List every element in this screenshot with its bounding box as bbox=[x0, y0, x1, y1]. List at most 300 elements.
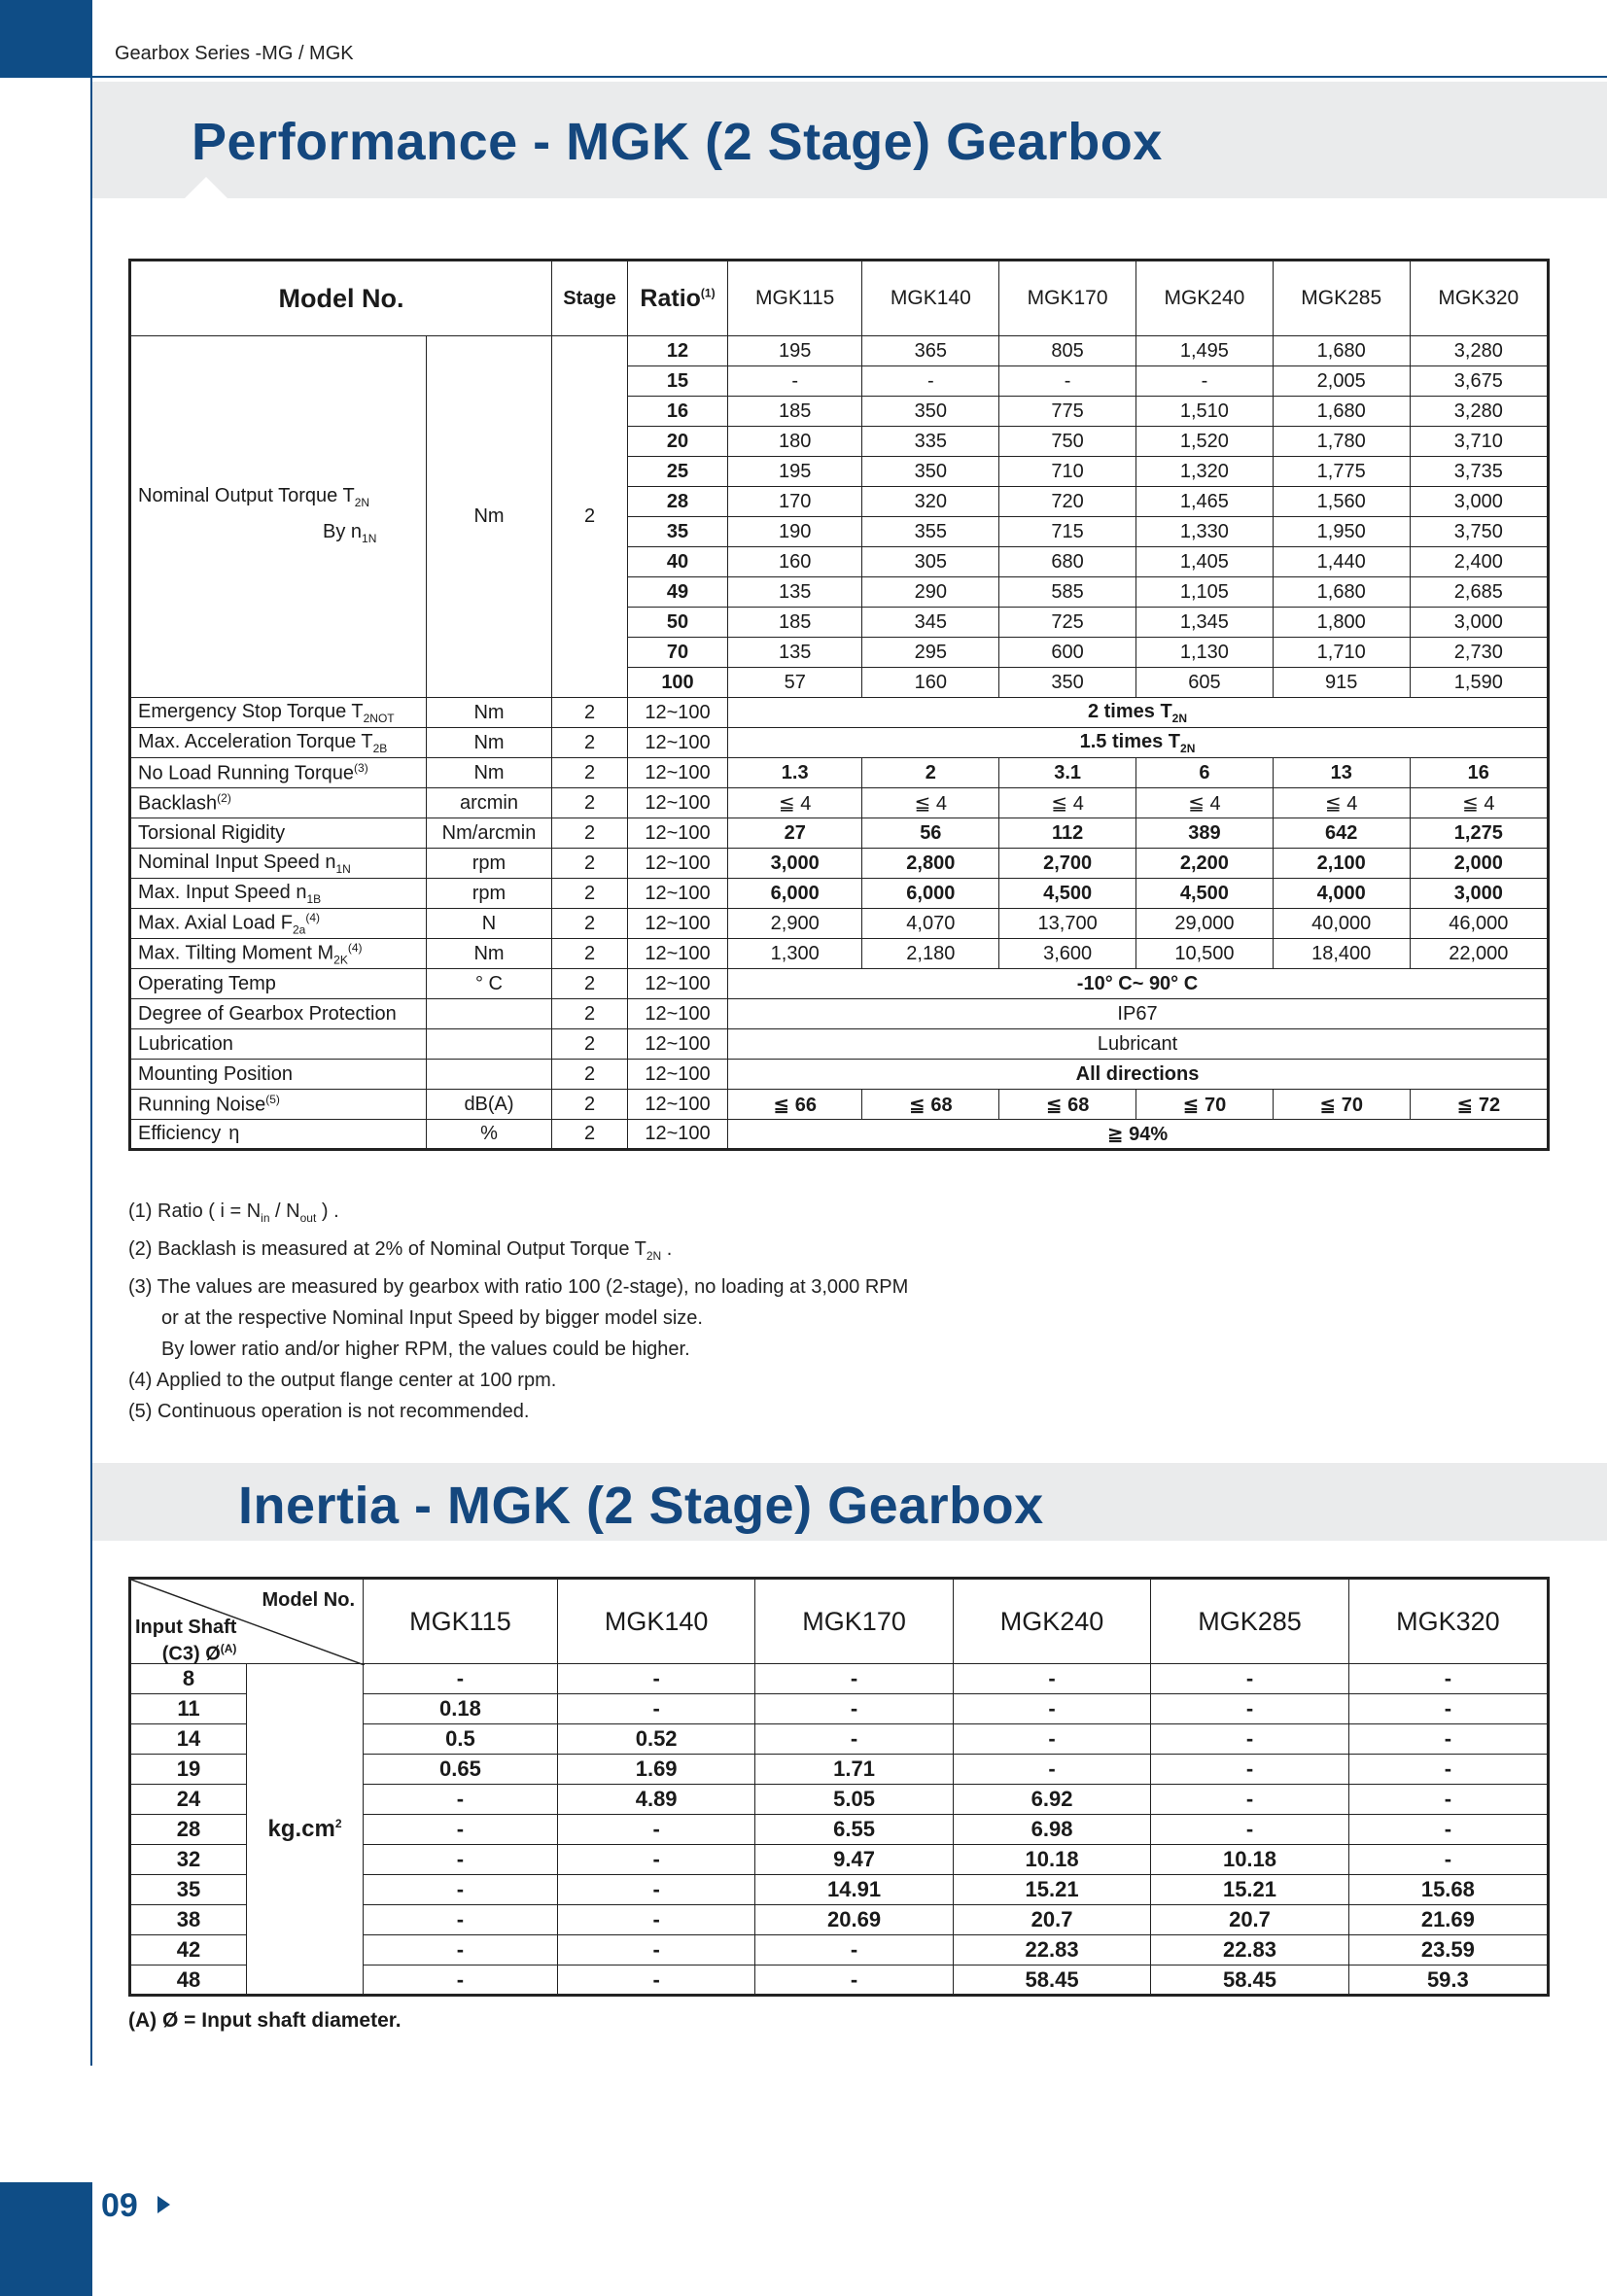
torque-value: 1,105 bbox=[1136, 577, 1274, 608]
inertia-value: 0.18 bbox=[364, 1694, 558, 1724]
tilting-value: 3,600 bbox=[999, 939, 1136, 969]
max_speed-stage: 2 bbox=[552, 879, 628, 909]
accel-value-text: 1.5 times T bbox=[1079, 730, 1181, 752]
noise-stage: 2 bbox=[552, 1090, 628, 1120]
torque-value: - bbox=[862, 366, 999, 397]
note-1 bbox=[128, 1196, 908, 1234]
noload-value: 6 bbox=[1136, 758, 1274, 788]
accel-stage: 2 bbox=[552, 728, 628, 758]
torque-value: 2,730 bbox=[1410, 638, 1548, 668]
protection-label-cell bbox=[130, 999, 427, 1029]
rigidity-label-cell bbox=[130, 818, 427, 849]
torque-value: 605 bbox=[1136, 668, 1274, 698]
input-shaft-label: Input Shaft bbox=[135, 1617, 237, 1638]
shaft-cell: 11 bbox=[130, 1694, 247, 1724]
temp-value bbox=[728, 969, 1549, 999]
note-2-end: . bbox=[661, 1238, 673, 1260]
side-line bbox=[90, 78, 92, 2066]
spec-row-noise bbox=[130, 1090, 1549, 1120]
inertia-value: 6.98 bbox=[953, 1815, 1150, 1845]
ratio-cell: 16 bbox=[628, 397, 728, 427]
spec-row-backlash bbox=[130, 788, 1549, 818]
torque-value: 1,520 bbox=[1136, 427, 1274, 457]
inertia-value: - bbox=[1348, 1755, 1548, 1785]
spec-row-estop bbox=[130, 698, 1549, 728]
nominal_speed-value: 2,100 bbox=[1273, 849, 1410, 879]
tilting-stage: 2 bbox=[552, 939, 628, 969]
inertia-corner-header bbox=[130, 1579, 364, 1664]
torque-value: - bbox=[1136, 366, 1274, 397]
mounting-value-text: All directions bbox=[1075, 1062, 1200, 1085]
backlash-value: ≦ 4 bbox=[728, 788, 862, 818]
torque-value: 720 bbox=[999, 487, 1136, 517]
temp-stage: 2 bbox=[552, 969, 628, 999]
torque-value: 1,800 bbox=[1273, 608, 1410, 638]
torque-value: 135 bbox=[728, 638, 862, 668]
inertia-value: - bbox=[364, 1845, 558, 1875]
torque-stage: 2 bbox=[552, 336, 628, 698]
torque-value: - bbox=[728, 366, 862, 397]
backlash-value: ≦ 4 bbox=[999, 788, 1136, 818]
nominal_speed-value: 2,200 bbox=[1136, 849, 1274, 879]
inertia-value: 10.18 bbox=[953, 1845, 1150, 1875]
axial-value: 46,000 bbox=[1410, 909, 1548, 939]
inertia-value: 59.3 bbox=[1348, 1966, 1548, 1996]
mounting-unit bbox=[427, 1060, 552, 1090]
inertia-value: - bbox=[755, 1935, 953, 1966]
inertia-value: 0.5 bbox=[364, 1724, 558, 1755]
ratio-cell: 12 bbox=[628, 336, 728, 366]
inertia-value: 20.7 bbox=[1151, 1905, 1348, 1935]
max_speed-value: 4,500 bbox=[1136, 879, 1274, 909]
lubrication-value bbox=[728, 1029, 1549, 1060]
torque-value: 805 bbox=[999, 336, 1136, 366]
backlash-value: ≦ 4 bbox=[1273, 788, 1410, 818]
torque-value: 1,320 bbox=[1136, 457, 1274, 487]
shaft-cell: 14 bbox=[130, 1724, 247, 1755]
rigidity-value: 112 bbox=[999, 818, 1136, 849]
accel-value-sub: 2N bbox=[1180, 741, 1196, 755]
noise-value: ≦ 70 bbox=[1136, 1090, 1274, 1120]
inertia-value: 22.83 bbox=[953, 1935, 1150, 1966]
performance-table bbox=[128, 259, 1550, 1151]
inertia-value: - bbox=[953, 1724, 1150, 1755]
estop-stage: 2 bbox=[552, 698, 628, 728]
axial-unit: N bbox=[427, 909, 552, 939]
inertia-value: - bbox=[953, 1664, 1150, 1694]
footer-block bbox=[0, 2182, 92, 2296]
noload-value: 2 bbox=[862, 758, 999, 788]
note-1-sub-out: out bbox=[299, 1211, 317, 1225]
torque-value: 1,680 bbox=[1273, 397, 1410, 427]
protection-ratio: 12~100 bbox=[628, 999, 728, 1029]
inertia-value: - bbox=[1151, 1815, 1348, 1845]
torque-value: 345 bbox=[862, 608, 999, 638]
noload-ratio: 12~100 bbox=[628, 758, 728, 788]
lubrication-label-cell bbox=[130, 1029, 427, 1060]
estop-value-sub: 2N bbox=[1171, 711, 1188, 725]
inertia-unit-cell bbox=[247, 1664, 364, 1996]
max_speed-label-cell bbox=[130, 879, 427, 909]
ratio-cell: 50 bbox=[628, 608, 728, 638]
torque-value: 1,680 bbox=[1273, 336, 1410, 366]
shaft-cell: 28 bbox=[130, 1815, 247, 1845]
torque-value: 350 bbox=[862, 457, 999, 487]
estop-label-sub: 2NOT bbox=[363, 711, 395, 725]
torque-value: 3,000 bbox=[1410, 487, 1548, 517]
note-1-text: (1) Ratio ( i = N bbox=[128, 1200, 262, 1222]
inertia-value: - bbox=[1348, 1664, 1548, 1694]
efficiency-label-cell bbox=[130, 1120, 427, 1150]
shaft-cell: 19 bbox=[130, 1755, 247, 1785]
ratio-header bbox=[628, 261, 728, 336]
corner-block bbox=[0, 0, 92, 78]
protection-unit bbox=[427, 999, 552, 1029]
inertia-value: - bbox=[755, 1664, 953, 1694]
eta-symbol: η bbox=[228, 1123, 240, 1144]
temp-ratio: 12~100 bbox=[628, 969, 728, 999]
torque-value: 1,130 bbox=[1136, 638, 1274, 668]
inertia-input-label bbox=[135, 1617, 236, 1665]
tilting-unit: Nm bbox=[427, 939, 552, 969]
max_speed-label: Max. Input Speed n bbox=[138, 881, 307, 903]
noise-value: ≦ 70 bbox=[1273, 1090, 1410, 1120]
inertia-value: 4.89 bbox=[557, 1785, 754, 1815]
inertia-model-label: Model No. bbox=[262, 1589, 355, 1611]
ratio-cell: 15 bbox=[628, 366, 728, 397]
rigidity-value: 56 bbox=[862, 818, 999, 849]
shaft-cell: 38 bbox=[130, 1905, 247, 1935]
inertia-value: 0.65 bbox=[364, 1755, 558, 1785]
tilting-label-sub: 2K bbox=[333, 953, 348, 967]
nominal_speed-value: 2,000 bbox=[1410, 849, 1548, 879]
ratio-cell: 40 bbox=[628, 547, 728, 577]
torque-value: 680 bbox=[999, 547, 1136, 577]
axial-label-sup: (4) bbox=[305, 910, 320, 924]
shaft-cell: 48 bbox=[130, 1966, 247, 1996]
torque-value: 585 bbox=[999, 577, 1136, 608]
model-no-header: Model No. bbox=[130, 261, 552, 336]
inertia-value: 1.69 bbox=[557, 1755, 754, 1785]
torque-value: 1,330 bbox=[1136, 517, 1274, 547]
inertia-value: 1.71 bbox=[755, 1755, 953, 1785]
tilting-value: 2,180 bbox=[862, 939, 999, 969]
torque-value: 3,735 bbox=[1410, 457, 1548, 487]
noload-label: No Load Running Torque bbox=[138, 762, 355, 784]
inertia-value: - bbox=[557, 1694, 754, 1724]
axial-value: 40,000 bbox=[1273, 909, 1410, 939]
efficiency-unit: % bbox=[427, 1120, 552, 1150]
torque-value: 295 bbox=[862, 638, 999, 668]
axial-label: Max. Axial Load F bbox=[138, 912, 293, 934]
torque-value: 305 bbox=[862, 547, 999, 577]
protection-value bbox=[728, 999, 1549, 1029]
max_speed-value: 6,000 bbox=[728, 879, 862, 909]
inertia-value: - bbox=[953, 1694, 1150, 1724]
noise-value: ≦ 72 bbox=[1410, 1090, 1548, 1120]
ratio-cell: 25 bbox=[628, 457, 728, 487]
model-header: MGK115 bbox=[728, 261, 862, 336]
inertia-model-header: MGK240 bbox=[953, 1579, 1150, 1664]
tilting-label: Max. Tilting Moment M bbox=[138, 942, 334, 964]
inertia-model-header: MGK115 bbox=[364, 1579, 558, 1664]
title-band-notch bbox=[185, 177, 227, 198]
tilting-value: 10,500 bbox=[1136, 939, 1274, 969]
inertia-value: 20.7 bbox=[953, 1905, 1150, 1935]
efficiency-stage: 2 bbox=[552, 1120, 628, 1150]
inertia-value: - bbox=[1348, 1694, 1548, 1724]
inertia-value: 15.68 bbox=[1348, 1875, 1548, 1905]
noise-label-sup: (5) bbox=[265, 1092, 280, 1106]
noload-unit: Nm bbox=[427, 758, 552, 788]
inertia-value: - bbox=[1348, 1724, 1548, 1755]
ratio-cell: 20 bbox=[628, 427, 728, 457]
estop-value bbox=[728, 698, 1549, 728]
rigidity-ratio: 12~100 bbox=[628, 818, 728, 849]
lubrication-label: Lubrication bbox=[138, 1032, 233, 1055]
estop-label-cell bbox=[130, 698, 427, 728]
c3-label: (C3) Ø bbox=[161, 1643, 221, 1665]
torque-by-sub: 1N bbox=[362, 531, 377, 545]
axial-ratio: 12~100 bbox=[628, 909, 728, 939]
axial-value: 13,700 bbox=[999, 909, 1136, 939]
rigidity-value: 1,275 bbox=[1410, 818, 1548, 849]
max_speed-value: 6,000 bbox=[862, 879, 999, 909]
torque-value: 1,440 bbox=[1273, 547, 1410, 577]
mounting-stage: 2 bbox=[552, 1060, 628, 1090]
nominal_speed-label: Nominal Input Speed n bbox=[138, 851, 336, 873]
inertia-value: - bbox=[364, 1815, 558, 1845]
ratio-header-sup: (1) bbox=[700, 286, 716, 300]
backlash-label-cell bbox=[130, 788, 427, 818]
shaft-cell: 24 bbox=[130, 1785, 247, 1815]
tilting-value: 22,000 bbox=[1410, 939, 1548, 969]
noise-value: ≦ 68 bbox=[862, 1090, 999, 1120]
torque-value: 1,495 bbox=[1136, 336, 1274, 366]
spec-row-max_speed bbox=[130, 879, 1549, 909]
ratio-cell: 35 bbox=[628, 517, 728, 547]
protection-label: Degree of Gearbox Protection bbox=[138, 1002, 397, 1025]
nominal_speed-value: 2,700 bbox=[999, 849, 1136, 879]
protection-value-text: IP67 bbox=[1117, 1002, 1158, 1025]
series-header: Gearbox Series -MG / MGK bbox=[115, 43, 354, 64]
torque-value: 1,775 bbox=[1273, 457, 1410, 487]
estop-label: Emergency Stop Torque T bbox=[138, 700, 364, 722]
max_speed-value: 4,000 bbox=[1273, 879, 1410, 909]
inertia-title: Inertia - MGK (2 Stage) Gearbox bbox=[238, 1477, 1044, 1535]
rigidity-value: 642 bbox=[1273, 818, 1410, 849]
nominal_speed-value: 3,000 bbox=[728, 849, 862, 879]
inertia-value: - bbox=[364, 1905, 558, 1935]
noload-label-sup: (3) bbox=[354, 760, 368, 775]
protection-stage: 2 bbox=[552, 999, 628, 1029]
inertia-value: 15.21 bbox=[953, 1875, 1150, 1905]
max_speed-label-sub: 1B bbox=[306, 891, 322, 906]
inertia-row bbox=[130, 1664, 1549, 1694]
inertia-value: - bbox=[1348, 1785, 1548, 1815]
lubrication-stage: 2 bbox=[552, 1029, 628, 1060]
inertia-value: 0.52 bbox=[557, 1724, 754, 1755]
inertia-value: - bbox=[1348, 1845, 1548, 1875]
torque-value: 355 bbox=[862, 517, 999, 547]
tilting-label-cell bbox=[130, 939, 427, 969]
noise-label-cell bbox=[130, 1090, 427, 1120]
note-3c: By lower ratio and/or higher RPM, the values could be higher. bbox=[161, 1339, 690, 1360]
rigidity-label: Torsional Rigidity bbox=[138, 821, 286, 844]
mounting-label: Mounting Position bbox=[138, 1062, 293, 1085]
torque-value: 3,280 bbox=[1410, 336, 1548, 366]
backlash-stage: 2 bbox=[552, 788, 628, 818]
inertia-value: 22.83 bbox=[1151, 1935, 1348, 1966]
inertia-footnote: (A) Ø = Input shaft diameter. bbox=[128, 2009, 402, 2032]
accel-label: Max. Acceleration Torque T bbox=[138, 730, 373, 752]
torque-label-text: Nominal Output Torque T bbox=[138, 484, 355, 506]
efficiency-label: Efficiency bbox=[138, 1123, 222, 1144]
spec-row-accel bbox=[130, 728, 1549, 758]
inertia-value: - bbox=[1151, 1694, 1348, 1724]
estop-value-text: 2 times T bbox=[1087, 700, 1172, 722]
inertia-model-header: MGK170 bbox=[755, 1579, 953, 1664]
inertia-value: - bbox=[364, 1875, 558, 1905]
axial-stage: 2 bbox=[552, 909, 628, 939]
inertia-value: - bbox=[953, 1755, 1150, 1785]
torque-value: 3,000 bbox=[1410, 608, 1548, 638]
tilting-value: 1,300 bbox=[728, 939, 862, 969]
next-page-arrow-icon[interactable] bbox=[157, 2196, 170, 2213]
spec-row-protection bbox=[130, 999, 1549, 1029]
inertia-value: 58.45 bbox=[953, 1966, 1150, 1996]
efficiency-value bbox=[728, 1120, 1549, 1150]
noload-stage: 2 bbox=[552, 758, 628, 788]
note-3a: (3) The values are measured by gearbox with ratio 100 (2-stage), no loading at 3,000 RPM bbox=[128, 1276, 909, 1298]
max_speed-unit: rpm bbox=[427, 879, 552, 909]
efficiency-ratio: 12~100 bbox=[628, 1120, 728, 1150]
torque-value: 185 bbox=[728, 397, 862, 427]
torque-value: 3,675 bbox=[1410, 366, 1548, 397]
inertia-value: - bbox=[557, 1905, 754, 1935]
accel-label-sub: 2B bbox=[372, 741, 388, 755]
backlash-label: Backlash bbox=[138, 792, 218, 815]
ratio-cell: 100 bbox=[628, 668, 728, 698]
inertia-header-row bbox=[130, 1579, 1549, 1664]
tilting-ratio: 12~100 bbox=[628, 939, 728, 969]
model-header: MGK240 bbox=[1136, 261, 1274, 336]
inertia-value: - bbox=[1151, 1785, 1348, 1815]
model-header: MGK140 bbox=[862, 261, 999, 336]
torque-row bbox=[130, 336, 1549, 366]
performance-title: Performance - MGK (2 Stage) Gearbox bbox=[192, 113, 1163, 171]
nominal_speed-label-cell bbox=[130, 849, 427, 879]
rigidity-value: 27 bbox=[728, 818, 862, 849]
noise-label: Running Noise bbox=[138, 1094, 266, 1116]
torque-value: - bbox=[999, 366, 1136, 397]
noload-value: 16 bbox=[1410, 758, 1548, 788]
inertia-value: - bbox=[364, 1785, 558, 1815]
ratio-cell: 49 bbox=[628, 577, 728, 608]
inertia-value: - bbox=[557, 1815, 754, 1845]
inertia-value: 5.05 bbox=[755, 1785, 953, 1815]
torque-value: 135 bbox=[728, 577, 862, 608]
torque-value: 335 bbox=[862, 427, 999, 457]
performance-header-row bbox=[130, 261, 1549, 336]
efficiency-value-text: ≧ 94% bbox=[1106, 1124, 1169, 1145]
noload-value: 13 bbox=[1273, 758, 1410, 788]
axial-value: 2,900 bbox=[728, 909, 862, 939]
inertia-value: - bbox=[1348, 1815, 1548, 1845]
inertia-value: 20.69 bbox=[755, 1905, 953, 1935]
inertia-value: - bbox=[557, 1935, 754, 1966]
torque-label bbox=[138, 481, 422, 517]
temp-label: Operating Temp bbox=[138, 972, 276, 994]
lubrication-value-text: Lubricant bbox=[1097, 1032, 1178, 1055]
spec-row-axial bbox=[130, 909, 1549, 939]
note-1-sub-in: in bbox=[261, 1211, 270, 1225]
page-number: 09 bbox=[101, 2187, 138, 2224]
spec-row-tilting bbox=[130, 939, 1549, 969]
estop-ratio: 12~100 bbox=[628, 698, 728, 728]
torque-value: 195 bbox=[728, 457, 862, 487]
torque-value: 1,950 bbox=[1273, 517, 1410, 547]
inertia-value: - bbox=[557, 1966, 754, 1996]
torque-value: 1,780 bbox=[1273, 427, 1410, 457]
model-header: MGK320 bbox=[1410, 261, 1548, 336]
ratio-cell: 28 bbox=[628, 487, 728, 517]
torque-by-text: By n bbox=[323, 520, 363, 542]
torque-value: 1,710 bbox=[1273, 638, 1410, 668]
note-1-end: ) . bbox=[316, 1200, 339, 1222]
torque-value: 1,590 bbox=[1410, 668, 1548, 698]
inertia-value: - bbox=[557, 1664, 754, 1694]
inertia-model-header: MGK140 bbox=[557, 1579, 754, 1664]
backlash-ratio: 12~100 bbox=[628, 788, 728, 818]
rigidity-value: 389 bbox=[1136, 818, 1274, 849]
axial-label-sub: 2a bbox=[292, 922, 306, 937]
note-2-text: (2) Backlash is measured at 2% of Nominal Output Torque T bbox=[128, 1238, 646, 1260]
torque-value: 190 bbox=[728, 517, 862, 547]
torque-value: 195 bbox=[728, 336, 862, 366]
torque-value: 365 bbox=[862, 336, 999, 366]
inertia-value: - bbox=[1151, 1724, 1348, 1755]
inertia-value: - bbox=[755, 1724, 953, 1755]
note-2 bbox=[128, 1234, 908, 1271]
torque-value: 1,510 bbox=[1136, 397, 1274, 427]
noise-ratio: 12~100 bbox=[628, 1090, 728, 1120]
spec-row-noload bbox=[130, 758, 1549, 788]
torque-value: 160 bbox=[862, 668, 999, 698]
inertia-value: 9.47 bbox=[755, 1845, 953, 1875]
torque-value: 180 bbox=[728, 427, 862, 457]
inertia-value: - bbox=[557, 1875, 754, 1905]
inertia-value: - bbox=[755, 1694, 953, 1724]
torque-value: 170 bbox=[728, 487, 862, 517]
torque-value: 3,750 bbox=[1410, 517, 1548, 547]
temp-label-cell bbox=[130, 969, 427, 999]
inertia-model-header: MGK320 bbox=[1348, 1579, 1548, 1664]
tilting-value: 18,400 bbox=[1273, 939, 1410, 969]
axial-value: 4,070 bbox=[862, 909, 999, 939]
performance-notes bbox=[128, 1196, 908, 1427]
inertia-value: - bbox=[1151, 1755, 1348, 1785]
shaft-cell: 42 bbox=[130, 1935, 247, 1966]
accel-unit: Nm bbox=[427, 728, 552, 758]
inertia-value: 21.69 bbox=[1348, 1905, 1548, 1935]
axial-label-cell bbox=[130, 909, 427, 939]
mounting-ratio: 12~100 bbox=[628, 1060, 728, 1090]
nominal_speed-value: 2,800 bbox=[862, 849, 999, 879]
torque-value: 915 bbox=[1273, 668, 1410, 698]
lubrication-ratio: 12~100 bbox=[628, 1029, 728, 1060]
inertia-value: 10.18 bbox=[1151, 1845, 1348, 1875]
